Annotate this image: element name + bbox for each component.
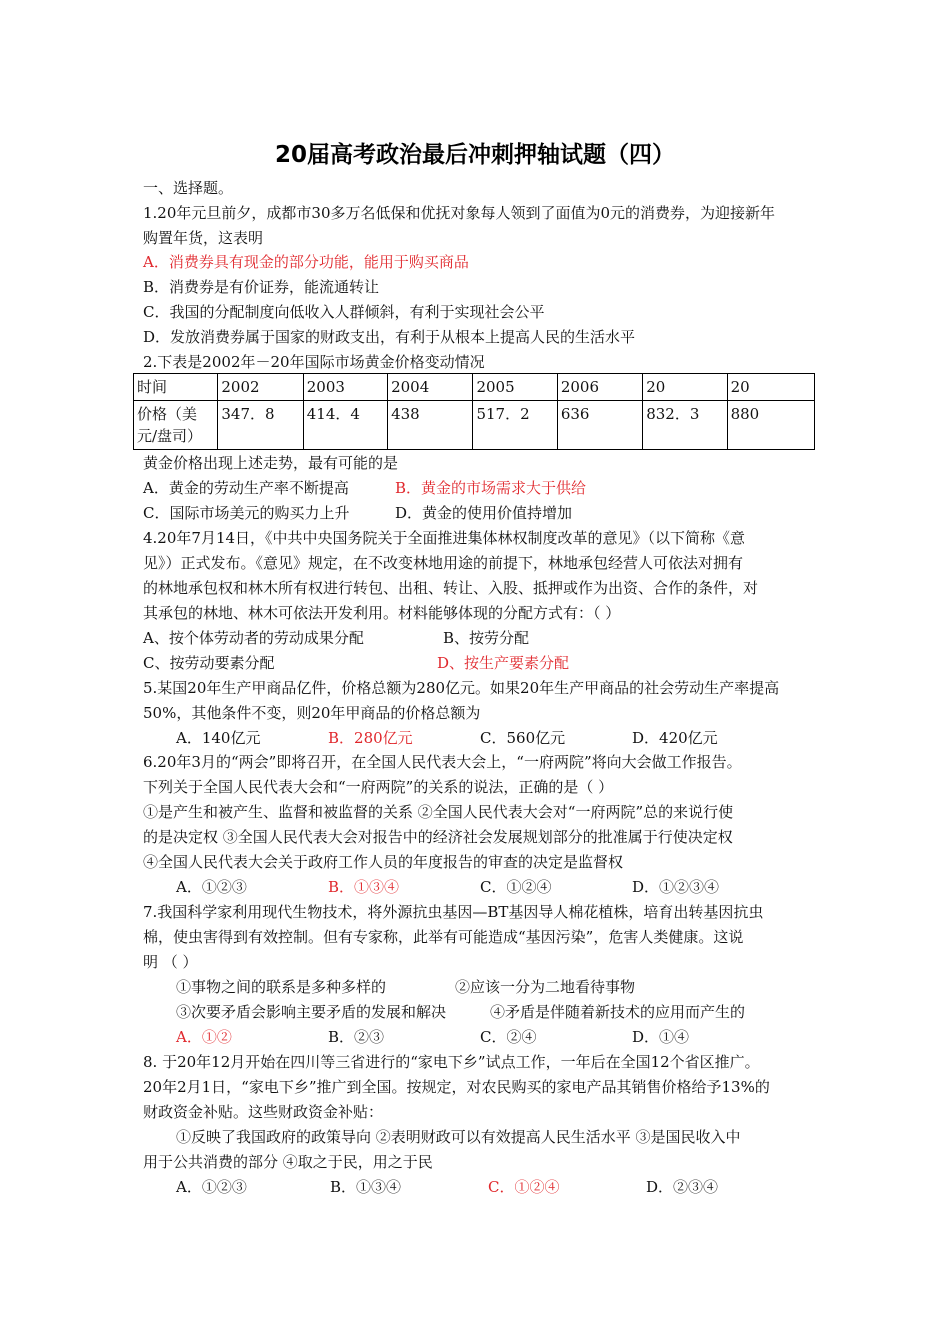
q2-option-d: D．黄金的使用价值持增加 bbox=[395, 504, 573, 522]
table-row bbox=[134, 401, 815, 450]
q1-option-a: A．消费券具有现金的部分功能，能用于购买商品 bbox=[143, 253, 469, 271]
table-cell: 20 bbox=[643, 374, 727, 401]
q2-stem: 2.下表是2002年－20年国际市场黄金价格变动情况 bbox=[143, 353, 485, 371]
q5-option-d: D．420亿元 bbox=[632, 729, 718, 747]
q6-option-a: A．①②③ bbox=[176, 878, 247, 896]
table-cell: 636 bbox=[557, 401, 642, 450]
table-cell: 880 bbox=[727, 401, 814, 450]
q8-stem-line-2: 20年2月1日，“家电下乡”推广到全国。按规定，对农民购买的家电产品其销售价格给予13%的 bbox=[143, 1078, 770, 1096]
q7-statement-1: ①事物之间的联系是多种多样的 bbox=[176, 978, 387, 996]
q7-statement-4: ④矛盾是伴随着新技术的应用而产生的 bbox=[490, 1003, 746, 1021]
table-cell: 2004 bbox=[388, 374, 473, 401]
section-heading: 一、选择题。 bbox=[143, 179, 234, 197]
q4-stem-line-4: 其承包的林地、林木可依法开发利用。材料能够体现的分配方式有：（ ） bbox=[143, 604, 621, 622]
q6-stem-line-1: 6.20年3月的“两会”即将召开，在全国人民代表大会上，“一府两院”将向大会做工作报告。 bbox=[143, 753, 742, 771]
q4-stem-line-3: 的林地承包权和林木所有权进行转包、出租、转让、入股、抵押或作为出资、合作的条件，对 bbox=[143, 579, 759, 597]
q8-statement-line-2: 用于公共消费的部分 ④取之于民，用之于民 bbox=[143, 1153, 433, 1171]
table-cell: 2006 bbox=[557, 374, 642, 401]
q2-after-text: 黄金价格出现上述走势，最有可能的是 bbox=[143, 454, 399, 472]
q4-option-d: D、按生产要素分配 bbox=[437, 654, 570, 672]
q6-stem-line-5: ④全国人民代表大会关于政府工作人员的年度报告的审查的决定是监督权 bbox=[143, 853, 624, 871]
gold-price-table bbox=[133, 373, 815, 450]
q8-option-c: C．①②④ bbox=[488, 1178, 560, 1196]
q6-option-d: D．①②③④ bbox=[632, 878, 720, 896]
q8-statement-line-1: ①反映了我国政府的政策导向 ②表明财政可以有效提高人民生活水平 ③是国民收入中 bbox=[176, 1128, 741, 1146]
q8-option-b: B．①③④ bbox=[330, 1178, 402, 1196]
q4-option-b: B、按劳分配 bbox=[443, 629, 530, 647]
q1-option-b: B．消费券是有价证券，能流通转让 bbox=[143, 278, 380, 296]
q7-statement-3: ③次要矛盾会影响主要矛盾的发展和解决 bbox=[176, 1003, 447, 1021]
q1-stem-line-1: 1.20年元旦前夕，成都市30多万名低保和优抚对象每人领到了面值为0元的消费券，为迎接新年 bbox=[143, 204, 776, 222]
table-cell: 2003 bbox=[303, 374, 387, 401]
q5-stem-line-2: 50%，其他条件不变，则20年甲商品的价格总额为 bbox=[143, 704, 481, 722]
table-cell: 20 bbox=[727, 374, 814, 401]
table-cell: 时间 bbox=[134, 374, 218, 401]
q8-stem-line-1: 8. 于20年12月开始在四川等三省进行的“家电下乡”试点工作，一年后在全国12个省区推广。 bbox=[143, 1053, 760, 1071]
q6-option-b: B．①③④ bbox=[328, 878, 400, 896]
q6-stem-line-4: 的是决定权 ③全国人民代表大会对报告中的经济社会发展规划部分的批准属于行使决定权 bbox=[143, 828, 733, 846]
q7-option-a: A．①② bbox=[176, 1028, 232, 1046]
q2-option-c: C．国际市场美元的购买力上升 bbox=[143, 504, 350, 522]
q5-option-b: B．280亿元 bbox=[328, 729, 413, 747]
q7-stem-line-3: 明 （ ） bbox=[143, 953, 198, 971]
q8-option-a: A．①②③ bbox=[176, 1178, 247, 1196]
q2-option-a: A．黄金的劳动生产率不断提高 bbox=[143, 479, 349, 497]
q1-option-c: C．我国的分配制度向低收入人群倾斜，有利于实现社会公平 bbox=[143, 303, 545, 321]
table-cell: 2005 bbox=[473, 374, 557, 401]
q4-option-c: C、按劳动要素分配 bbox=[143, 654, 275, 672]
q7-stem-line-1: 7.我国科学家利用现代生物技术，将外源抗虫基因—BT基因导人棉花植株，培育出转基因抗虫 bbox=[143, 903, 764, 921]
table-cell: 438 bbox=[388, 401, 473, 450]
table-cell: 价格（美元/盘司） bbox=[134, 401, 218, 450]
q5-option-a: A．140亿元 bbox=[176, 729, 261, 747]
table-cell: 347．8 bbox=[218, 401, 303, 450]
q6-stem-line-3: ①是产生和被产生、监督和被监督的关系 ②全国人民代表大会对“一府两院”总的来说行使 bbox=[143, 803, 734, 821]
q6-option-c: C．①②④ bbox=[480, 878, 552, 896]
table-cell: 414．4 bbox=[303, 401, 387, 450]
table-cell: 2002 bbox=[218, 374, 303, 401]
q7-stem-line-2: 棉，使虫害得到有效控制。但有专家称，此举有可能造成“基因污染”，危害人类健康。这说 bbox=[143, 928, 744, 946]
q5-stem-line-1: 5.某国20年生产甲商品亿件，价格总额为280亿元。如果20年生产甲商品的社会劳动生产率提高 bbox=[143, 679, 780, 697]
q4-option-a: A、按个体劳动者的劳动成果分配 bbox=[143, 629, 364, 647]
q4-stem-line-2: 见》）正式发布。《意见》规定，在不改变林地用途的前提下，林地承包经营人可依法对拥有 bbox=[143, 554, 744, 572]
table-cell: 832．3 bbox=[643, 401, 727, 450]
q5-option-c: C．560亿元 bbox=[480, 729, 566, 747]
q7-statement-2: ②应该一分为二地看待事物 bbox=[455, 978, 636, 996]
q1-option-d: D．发放消费券属于国家的财政支出，有利于从根本上提高人民的生活水平 bbox=[143, 328, 636, 346]
table-cell: 517．2 bbox=[473, 401, 557, 450]
q8-option-d: D．②③④ bbox=[646, 1178, 719, 1196]
q1-stem-line-2: 购置年货，这表明 bbox=[143, 229, 264, 247]
q6-stem-line-2: 下列关于全国人民代表大会和“一府两院”的关系的说法，正确的是（ ） bbox=[143, 778, 614, 796]
q2-option-b: B．黄金的市场需求大于供给 bbox=[395, 479, 587, 497]
q4-stem-line-1: 4.20年7月14日，《中共中央国务院关于全面推进集体林权制度改革的意见》（以下简称《意 bbox=[143, 529, 746, 547]
q7-option-b: B．②③ bbox=[328, 1028, 385, 1046]
page-title: 20届高考政治最后冲刺押轴试题（四） bbox=[274, 142, 675, 168]
table-header-row bbox=[134, 374, 815, 401]
q7-option-d: D．①④ bbox=[632, 1028, 690, 1046]
q7-option-c: C．②④ bbox=[480, 1028, 537, 1046]
q8-stem-line-3: 财政资金补贴。这些财政资金补贴： bbox=[143, 1103, 384, 1121]
